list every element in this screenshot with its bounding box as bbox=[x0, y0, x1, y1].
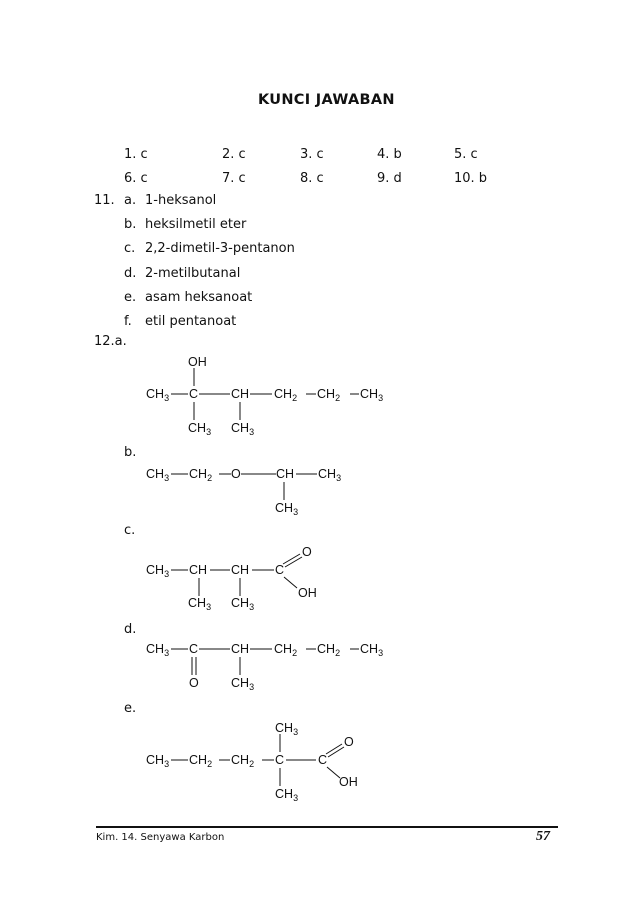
q11-item-letter: d. bbox=[124, 265, 137, 281]
atom-symbol: CH bbox=[231, 753, 250, 767]
bond-line bbox=[285, 557, 302, 567]
atom-ch3 bbox=[231, 676, 254, 690]
page-number: 57 bbox=[536, 829, 550, 844]
atom-ch2 bbox=[317, 387, 340, 401]
atom-o: O bbox=[302, 545, 312, 559]
mc-answer: 10. b bbox=[454, 171, 488, 186]
mc-answer: 9. d bbox=[377, 171, 402, 186]
atom-c: C bbox=[318, 753, 328, 767]
atom-symbol: CH bbox=[360, 387, 379, 401]
bond-line bbox=[283, 554, 300, 564]
subscript: 3 bbox=[206, 602, 212, 612]
atom-ch: CH bbox=[231, 387, 250, 401]
q11-item-text: heksilmetil eter bbox=[145, 217, 247, 233]
mc-answer: 7. c bbox=[222, 171, 246, 186]
atom-ch3 bbox=[275, 787, 298, 801]
atom-c: C bbox=[189, 387, 199, 401]
footer-chapter: Kim. 14. Senyawa Karbon bbox=[96, 832, 225, 843]
atom-oh: OH bbox=[298, 586, 317, 600]
subscript: 3 bbox=[164, 473, 170, 483]
atom-symbol: CH bbox=[146, 753, 165, 767]
atom-ch3 bbox=[146, 387, 169, 401]
mc-answer: 2. c bbox=[222, 147, 246, 162]
atom-symbol: CH bbox=[189, 467, 208, 481]
q11-item-letter: c. bbox=[124, 241, 136, 257]
atom-ch2 bbox=[317, 642, 340, 656]
atom-symbol: CH bbox=[274, 387, 293, 401]
subscript: 3 bbox=[336, 473, 342, 483]
atom-ch3 bbox=[188, 596, 211, 610]
atom-c: C bbox=[275, 563, 285, 577]
q11-item-letter: a. bbox=[124, 193, 137, 208]
mc-answer: 8. c bbox=[300, 171, 324, 186]
atom-symbol: CH bbox=[188, 596, 207, 610]
atom-ch3 bbox=[146, 467, 169, 481]
mc-answer: 5. c bbox=[454, 147, 478, 162]
atom-symbol: CH bbox=[275, 721, 294, 735]
q11-item-text: 1-heksanol bbox=[145, 193, 217, 208]
mc-answer: 6. c bbox=[124, 171, 148, 186]
page-title: KUNCI JAWABAN bbox=[258, 92, 395, 108]
atom-symbol: CH bbox=[231, 676, 250, 690]
subscript: 2 bbox=[335, 393, 341, 403]
atom-ch3 bbox=[360, 387, 383, 401]
atom-ch3 bbox=[318, 467, 341, 481]
bond-line bbox=[328, 747, 344, 757]
atom-c: C bbox=[275, 753, 285, 767]
atom-symbol: CH bbox=[275, 787, 294, 801]
atom-ch: CH bbox=[231, 642, 250, 656]
subscript: 2 bbox=[207, 759, 213, 769]
atom-symbol: CH bbox=[188, 421, 207, 435]
subscript: 3 bbox=[164, 393, 170, 403]
subscript: 3 bbox=[164, 759, 170, 769]
q11-item-text: asam heksanoat bbox=[145, 289, 253, 305]
atom-o: O bbox=[344, 735, 354, 749]
atom-o: O bbox=[189, 676, 199, 690]
atom-symbol: CH bbox=[146, 563, 165, 577]
atom-oh: OH bbox=[339, 775, 358, 789]
atom-c: C bbox=[189, 642, 199, 656]
atom-symbol: CH bbox=[318, 467, 337, 481]
atom-ch3 bbox=[146, 753, 169, 767]
mc-answer: 1. c bbox=[124, 147, 148, 162]
bond-line bbox=[284, 577, 297, 588]
atom-symbol: CH bbox=[274, 642, 293, 656]
atom-symbol: CH bbox=[317, 387, 336, 401]
atom-ch2 bbox=[231, 753, 254, 767]
q11-item-text: etil pentanoat bbox=[145, 314, 237, 329]
footer-divider bbox=[96, 826, 558, 828]
atom-ch: CH bbox=[276, 467, 295, 481]
q12-label-b: b. bbox=[124, 445, 137, 460]
subscript: 2 bbox=[207, 473, 213, 483]
atom-ch2 bbox=[189, 753, 212, 767]
q11-item-letter: e. bbox=[124, 289, 137, 305]
atom-ch3 bbox=[188, 421, 211, 435]
subscript: 3 bbox=[293, 727, 299, 737]
bond-line bbox=[326, 744, 342, 754]
atom-ch3 bbox=[146, 563, 169, 577]
atom-ch: CH bbox=[189, 563, 208, 577]
subscript: 3 bbox=[164, 648, 170, 658]
atom-symbol: CH bbox=[231, 596, 250, 610]
q12-label-a: 12.a. bbox=[94, 334, 127, 349]
q12-label-c: c. bbox=[124, 523, 136, 538]
atom-symbol: CH bbox=[275, 501, 294, 515]
atom-ch2 bbox=[189, 467, 212, 481]
mc-answer: 4. b bbox=[377, 147, 402, 162]
subscript: 2 bbox=[335, 648, 341, 658]
atom-symbol: CH bbox=[146, 642, 165, 656]
atom-ch: CH bbox=[231, 563, 250, 577]
atom-ch3 bbox=[231, 421, 254, 435]
atom-oh: OH bbox=[188, 355, 207, 369]
subscript: 2 bbox=[249, 759, 255, 769]
subscript: 2 bbox=[292, 393, 298, 403]
atom-ch3 bbox=[275, 501, 298, 515]
atom-ch3 bbox=[231, 596, 254, 610]
atom-ch3 bbox=[360, 642, 383, 656]
q11-item-text: 2,2-dimetil-3-pentanon bbox=[145, 241, 295, 257]
subscript: 3 bbox=[206, 427, 212, 437]
subscript: 3 bbox=[378, 393, 384, 403]
subscript: 3 bbox=[249, 682, 255, 692]
q12-label-d: d. bbox=[124, 622, 137, 637]
atom-symbol: CH bbox=[317, 642, 336, 656]
q12-label-e: e. bbox=[124, 701, 137, 716]
subscript: 3 bbox=[293, 507, 299, 517]
atom-ch2 bbox=[274, 387, 297, 401]
atom-ch2 bbox=[274, 642, 297, 656]
subscript: 3 bbox=[293, 793, 299, 803]
subscript: 3 bbox=[378, 648, 384, 658]
atom-symbol: CH bbox=[231, 421, 250, 435]
q11-item-text: 2-metilbutanal bbox=[145, 265, 241, 281]
atom-symbol: CH bbox=[146, 387, 165, 401]
atom-symbol: CH bbox=[189, 753, 208, 767]
atom-symbol: CH bbox=[146, 467, 165, 481]
subscript: 3 bbox=[249, 602, 255, 612]
q11-item-letter: f. bbox=[124, 314, 132, 329]
atom-ch3 bbox=[275, 721, 298, 735]
atom-ch3 bbox=[146, 642, 169, 656]
subscript: 3 bbox=[249, 427, 255, 437]
mc-answer: 3. c bbox=[300, 147, 324, 162]
subscript: 2 bbox=[292, 648, 298, 658]
q11-item-letter: b. bbox=[124, 217, 137, 233]
subscript: 3 bbox=[164, 569, 170, 579]
q11-number: 11. bbox=[94, 193, 115, 208]
atom-symbol: CH bbox=[360, 642, 379, 656]
atom-o: O bbox=[231, 467, 241, 481]
